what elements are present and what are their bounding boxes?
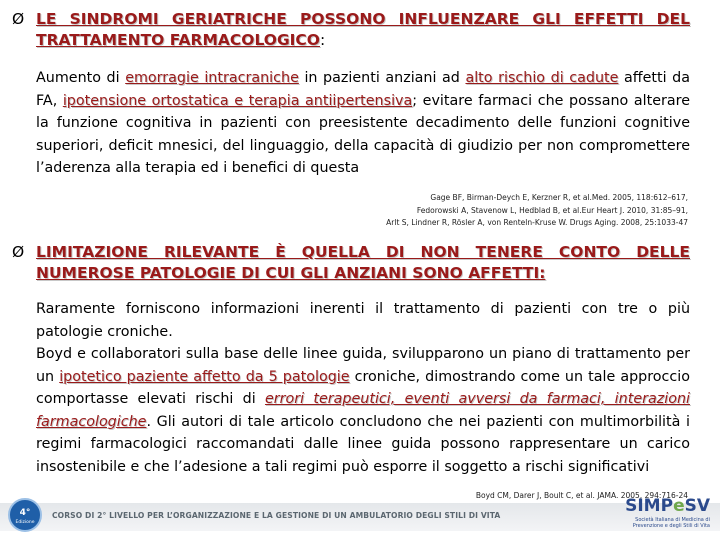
highlight-ipotetico-paziente: ipotetico paziente affetto da 5 patologie [59, 368, 350, 385]
logo-subtitle: Società Italiana di Medicina di Prevenzione e degli Stili di Vita [632, 517, 710, 529]
simpesv-logo [606, 496, 710, 536]
reference-line: Fedorowski A, Stavenow L, Hedblad B, et al.Eur Heart J. 2010, 31:85–91, [416, 205, 688, 215]
reference-line: Arlt S, Lindner R, Rösler A, von Renteln-Kruse W. Drugs Aging. 2008, 25:1033-47 [386, 218, 688, 227]
section2-paragraph-2 [36, 343, 690, 478]
section1-heading-colon: : [319, 31, 326, 49]
bullet-arrow-1: Ø [12, 10, 25, 28]
logo-wordmark [625, 496, 710, 516]
p-seg: Aumento di [36, 70, 126, 86]
section1-references [128, 192, 688, 230]
p-seg: in pazienti anziani ad [298, 70, 466, 86]
badge-label: Edizione [15, 520, 35, 525]
logo-part: SIMP [625, 496, 674, 516]
section1-paragraph [36, 67, 690, 180]
p-seg: croniche, dimostrando come un tale approccio comportasse elevati rischi di [36, 368, 690, 407]
p-seg: ; evitare farmaci che possano alterare la funzione cognitiva in pazienti con preesistente decadimento delle funzioni cognitive superiori, deficit mnesici, del linguaggio, della capacità di giudizio per non compromettere l’aderenza alla terapia ed i benefici di questa [36, 92, 690, 176]
section2-heading [36, 242, 690, 284]
section2-paragraph-1: Raramente forniscono informazioni inerenti il trattamento di pazienti con tre o più patologie croniche. [36, 301, 690, 340]
section2-reference: Boyd CM, Darer J, Boult C, et al. JAMA. 2005, 294:716-24 [475, 491, 688, 500]
highlight-ipotensione: ipotensione ortostatica e terapia antiipertensiva [62, 92, 413, 109]
p-seg: affetti da FA, [36, 70, 690, 109]
reference-line: Gage BF, Birman-Deych E, Kerzner R, et al.Med. 2005, 118:612–617, [430, 193, 688, 202]
bullet-arrow-2: Ø [12, 243, 25, 261]
section1-heading-text: LE SINDROMI GERIATRICHE POSSONO INFLUENZARE GLI EFFETTI DEL TRATTAMENTO FARMACOLOGICO [36, 10, 690, 49]
course-title: CORSO DI 2° LIVELLO PER L’ORGANIZZAZIONE E LA GESTIONE DI UN AMBULATORIO DEGLI STILI DI VITA [52, 511, 501, 520]
highlight-errori-terapeutici: errori terapeutici, eventi avversi da farmaci, interazioni farmacologiche [36, 391, 691, 430]
section1-heading [36, 9, 690, 51]
section2-heading-text: LIMITAZIONE RILEVANTE È QUELLA DI NON TENERE CONTO DELLE NUMEROSE PATOLOGIE DI CUI GLI ANZIANI SONO AFFETTI: [36, 243, 690, 282]
badge-number: 4° [19, 508, 31, 518]
highlight-rischio-cadute: alto rischio di cadute [465, 70, 619, 86]
p-seg: . Gli autori di tale articolo concludono che nei pazienti con multimorbilità i regimi farmacologici raccomandati dalle linee guida possono rappresentare un carico insostenibile e che l’adesione a tali regimi può esporre il soggetto a rischi significativi [36, 413, 690, 475]
edition-badge-icon [6, 495, 44, 535]
footer [0, 495, 720, 540]
p-seg: Boyd e collaboratori sulla base delle linee guida, svilupparono un piano di trattamento per un [36, 346, 690, 385]
logo-part: SV [684, 496, 710, 516]
logo-part: e [673, 496, 685, 516]
highlight-emorragie: emorragie intracraniche [125, 70, 299, 86]
